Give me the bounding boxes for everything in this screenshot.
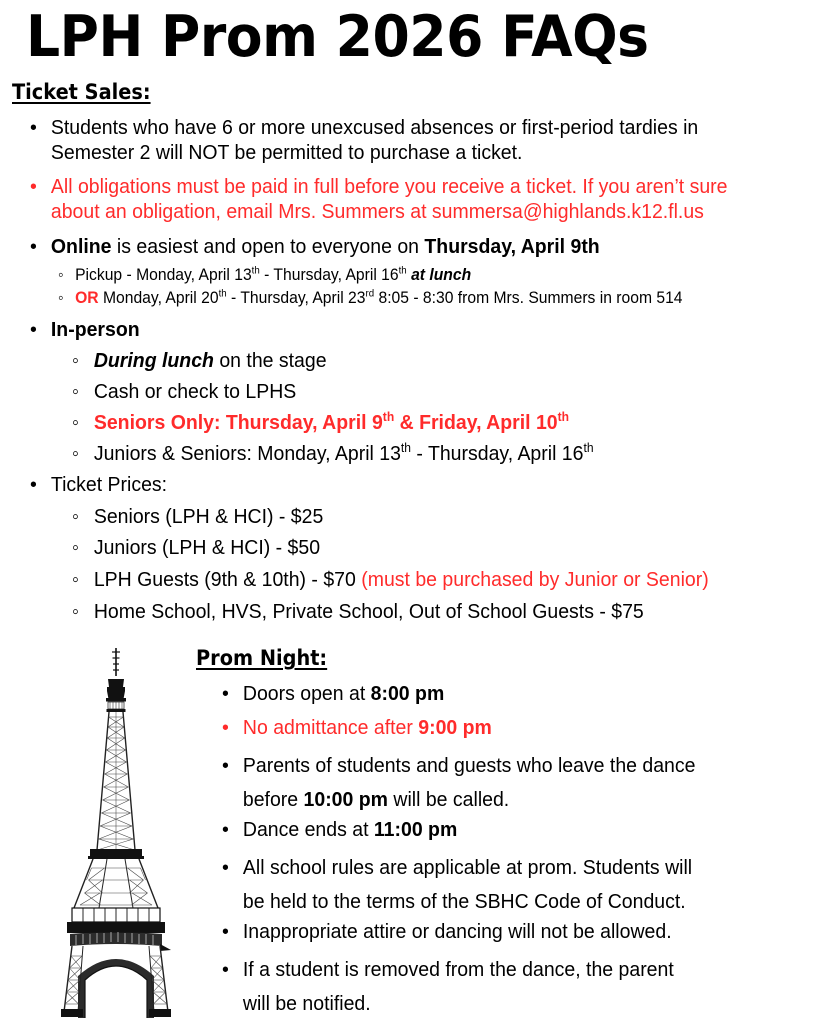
list-item-text: - Thursday, April 16 xyxy=(411,442,584,465)
list-item xyxy=(72,599,737,624)
bullet-circle: ◦ xyxy=(72,505,79,528)
list-item xyxy=(30,317,410,342)
list-item xyxy=(222,817,754,842)
bullet-disc: • xyxy=(30,473,37,496)
list-item-text: If a student is removed from the dance, the parent xyxy=(242,958,674,981)
list-item xyxy=(72,567,775,592)
list-item xyxy=(72,348,547,373)
emphasis-at-lunch: at lunch xyxy=(406,266,472,284)
eiffel-tower-icon xyxy=(52,646,180,1018)
list-item xyxy=(72,504,547,529)
bullet-disc: • xyxy=(30,318,37,341)
page-title: LPH Prom 2026 FAQs xyxy=(26,4,649,70)
section-heading-ticket-sales: Ticket Sales: xyxy=(12,80,151,104)
bullet-disc: • xyxy=(222,958,229,981)
list-item xyxy=(30,115,752,165)
emphasis-time: 8:00 pm xyxy=(370,682,445,705)
list-item-text: Dance ends at xyxy=(242,818,374,841)
list-item xyxy=(222,715,754,740)
ordinal-suffix: th xyxy=(218,288,227,300)
list-item-text: Ticket Prices: xyxy=(50,473,168,496)
ordinal-suffix: th xyxy=(398,265,407,277)
list-item-text: Juniors (LPH & HCI) - $50 xyxy=(93,536,321,559)
list-item-text: Home School, HVS, Private School, Out of School Guests - $75 xyxy=(93,600,644,623)
list-item xyxy=(222,851,773,919)
bullet-circle: ◦ xyxy=(58,266,64,284)
list-item xyxy=(72,535,547,560)
list-item-text: on the stage xyxy=(213,349,327,372)
list-item xyxy=(30,234,771,259)
list-item xyxy=(222,749,773,817)
list-item-text: be held to the terms of the SBHC Code of Conduct. xyxy=(242,890,686,913)
list-item-text: - Thursday, April 23 xyxy=(226,289,366,307)
bullet-disc: • xyxy=(222,920,229,943)
list-item-text: Juniors & Seniors: Monday, April 13 xyxy=(93,442,401,465)
emphasis-time: 10:00 pm xyxy=(303,788,388,811)
list-item-text: All school rules are applicable at prom. Students will xyxy=(242,856,693,879)
list-item-text: will be called. xyxy=(387,788,510,811)
list-item-text: No admittance after xyxy=(242,716,419,739)
bullet-circle: ◦ xyxy=(72,442,79,465)
list-item-text: In-person xyxy=(50,318,140,341)
ordinal-suffix: th xyxy=(382,409,395,425)
list-item-text: Seniors (LPH & HCI) - $25 xyxy=(93,505,324,528)
list-item-text: & Friday, April 10 xyxy=(394,411,558,434)
emphasis-time: 9:00 pm xyxy=(418,716,492,739)
bullet-disc: • xyxy=(222,856,229,879)
list-item-text: will be notified. xyxy=(242,992,371,1015)
list-item-text: is easiest and open to everyone on xyxy=(111,235,425,258)
emphasis-during-lunch: During lunch xyxy=(93,349,214,372)
ordinal-suffix: th xyxy=(400,440,412,456)
list-item xyxy=(222,919,773,944)
list-item-text: Doors open at xyxy=(242,682,371,705)
list-item xyxy=(72,441,680,466)
list-item-text: 8:05 - 8:30 from Mrs. Summers in room 514 xyxy=(374,289,683,307)
bullet-circle: ◦ xyxy=(72,536,79,559)
list-item-text: before xyxy=(242,788,304,811)
list-item xyxy=(58,264,761,286)
list-item xyxy=(30,472,410,497)
bullet-circle: ◦ xyxy=(72,349,79,372)
emphasis-date: Thursday, April 9th xyxy=(424,235,600,258)
bullet-circle: ◦ xyxy=(72,600,79,623)
list-item-text: Semester 2 will NOT be permitted to purchase a ticket. xyxy=(50,141,523,164)
bullet-disc: • xyxy=(30,235,37,258)
list-item xyxy=(58,287,780,309)
list-item-text: LPH Guests (9th & 10th) - $70 xyxy=(93,568,362,591)
bullet-disc: • xyxy=(222,818,229,841)
list-item-text: Monday, April 20 xyxy=(98,289,219,307)
ordinal-suffix: rd xyxy=(365,288,375,300)
list-item-text: - Thursday, April 16 xyxy=(259,266,399,284)
bullet-disc: • xyxy=(222,754,229,777)
list-item-text: Pickup - Monday, April 13 xyxy=(75,266,252,284)
bullet-circle: ◦ xyxy=(58,289,64,307)
list-item xyxy=(222,953,773,1021)
bullet-circle: ◦ xyxy=(72,380,79,403)
emphasis-or: OR xyxy=(75,289,99,307)
list-item-text: Seniors Only: Thursday, April 9 xyxy=(93,411,383,434)
list-item xyxy=(30,174,781,224)
ordinal-suffix: th xyxy=(557,409,570,425)
list-item xyxy=(222,681,754,706)
bullet-disc: • xyxy=(222,716,229,739)
ordinal-suffix: th xyxy=(583,440,594,456)
bullet-disc: • xyxy=(222,682,229,705)
list-item-text: All obligations must be paid in full before you receive a ticket. If you aren’t sure xyxy=(50,175,728,198)
emphasis-time: 11:00 pm xyxy=(373,818,458,841)
note-must-be-purchased: (must be purchased by Junior or Senior) xyxy=(361,568,709,591)
section-heading-prom-night: Prom Night: xyxy=(196,646,328,670)
list-item-text: Cash or check to LPHS xyxy=(93,380,297,403)
bullet-disc: • xyxy=(30,116,37,139)
list-item-text: Inappropriate attire or dancing will not be allowed. xyxy=(242,920,672,943)
list-item xyxy=(72,410,661,435)
ordinal-suffix: th xyxy=(251,265,260,277)
list-item-text: Parents of students and guests who leave the dance xyxy=(242,754,696,777)
bullet-circle: ◦ xyxy=(72,568,79,591)
list-item-text: Students who have 6 or more unexcused absences or first-period tardies in xyxy=(50,116,699,139)
emphasis-online: Online xyxy=(50,235,112,258)
bullet-disc: • xyxy=(30,175,37,198)
list-item-text: about an obligation, email Mrs. Summers at summersa@highlands.k12.fl.us xyxy=(50,200,704,223)
list-item xyxy=(72,379,547,404)
bullet-circle: ◦ xyxy=(72,411,79,434)
